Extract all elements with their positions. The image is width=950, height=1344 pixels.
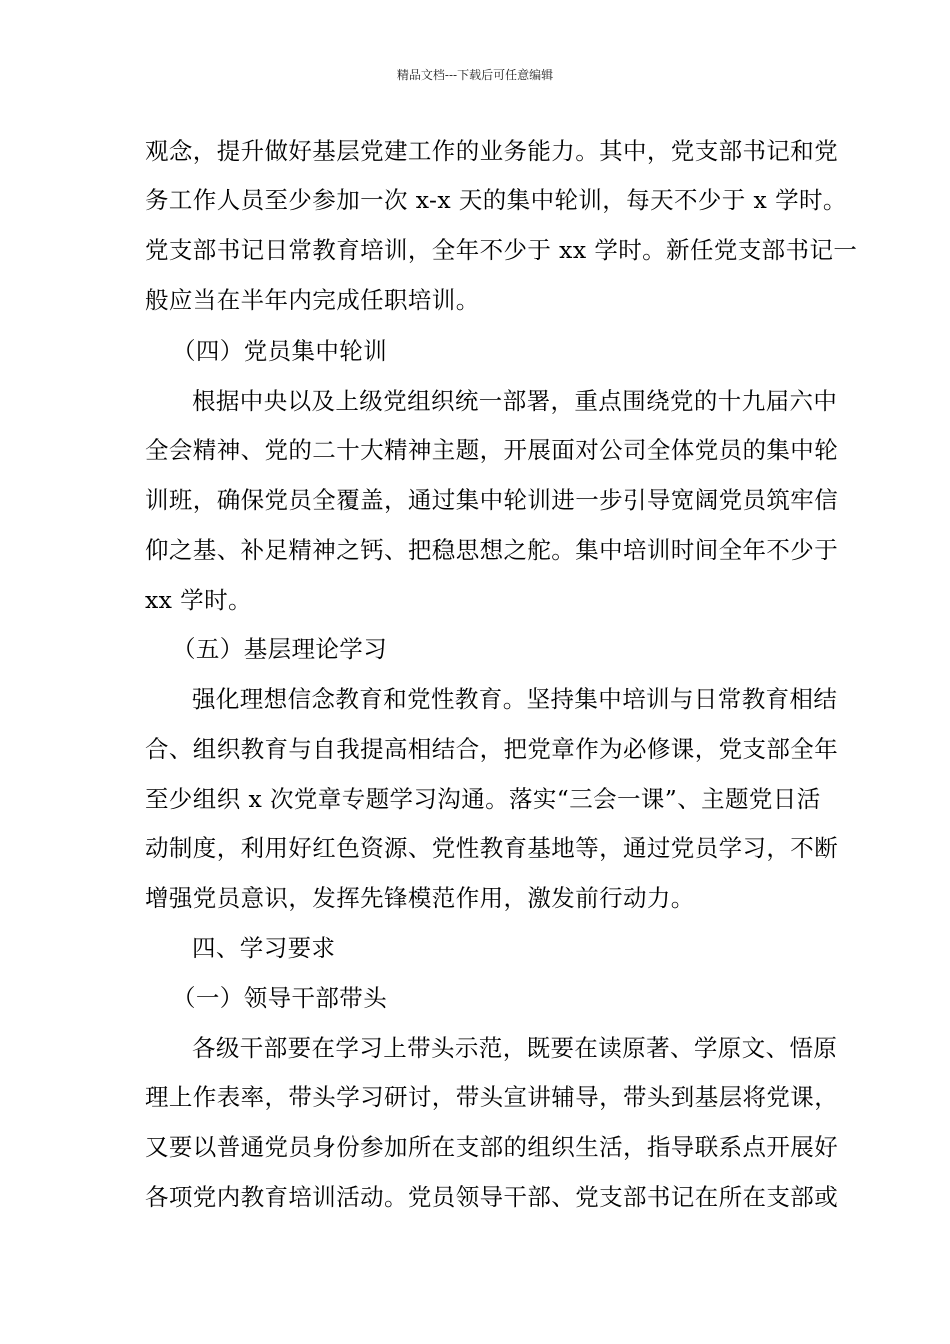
text-line: 观念，提升做好基层党建工作的业务能力。其中，党支部书记和党 (145, 137, 839, 165)
text-line: 根据中央以及上级党组织统一部署，重点围绕党的十九届六中 (192, 387, 838, 415)
page-header: 精品文档---下载后可任意编辑 (396, 68, 554, 82)
text-line: 务工作人员至少参加一次 x-x 天的集中轮训，每天不少于 x 学时。 (145, 186, 847, 214)
section-heading: （一）领导干部带头 (172, 984, 388, 1012)
text-line: 党支部书记日常教育培训，全年不少于 xx 学时。新任党支部书记一 (145, 236, 858, 264)
section-heading: 四、学习要求 (192, 934, 336, 962)
text-line: 训班，确保党员全覆盖，通过集中轮训进一步引导宽阔党员筑牢信 (145, 486, 839, 514)
text-line: 各级干部要在学习上带头示范，既要在读原著、学原文、悟原 (192, 1034, 838, 1062)
text-line: 强化理想信念教育和党性教育。坚持集中培训与日常教育相结 (192, 685, 838, 713)
text-line: 又要以普通党员身份参加所在支部的组织生活，指导联系点开展好 (145, 1133, 839, 1161)
text-line: 合、组织教育与自我提高相结合，把党章作为必修课，党支部全年 (145, 735, 839, 763)
text-line: 般应当在半年内完成任职培训。 (145, 286, 480, 314)
section-heading: （四）党员集中轮训 (172, 337, 388, 365)
section-heading: （五）基层理论学习 (172, 635, 388, 663)
text-line: 仰之基、补足精神之钙、把稳思想之舵。集中培训时间全年不少于 (145, 536, 839, 564)
text-line: 理上作表率，带头学习研讨，带头宣讲辅导，带头到基层将党课， (145, 1083, 839, 1111)
text-line: 增强党员意识，发挥先锋模范作用，激发前行动力。 (145, 884, 695, 912)
text-line: 全会精神、党的二十大精神主题，开展面对公司全体党员的集中轮 (145, 436, 839, 464)
text-line: 动制度，利用好红色资源、党性教育基地等，通过党员学习，不断 (145, 834, 839, 862)
text-line: xx 学时。 (145, 586, 252, 614)
text-line: 至少组织 x 次党章专题学习沟通。落实“三会一课”、主题党日活 (145, 785, 821, 813)
text-line: 各项党内教育培训活动。党员领导干部、党支部书记在所在支部或 (145, 1183, 839, 1211)
